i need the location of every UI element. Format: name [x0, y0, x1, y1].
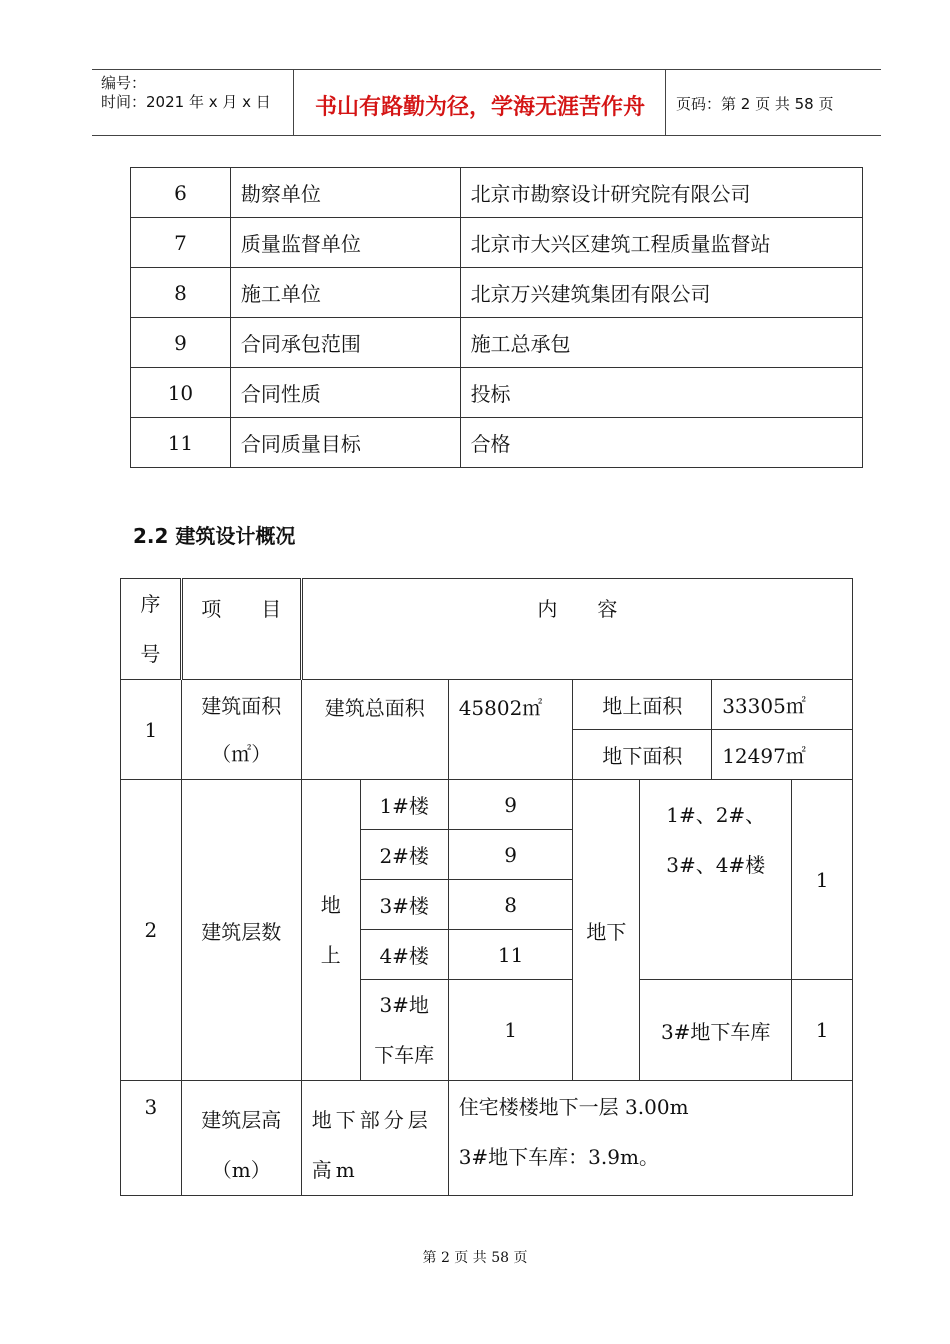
- row-no: 9: [131, 318, 231, 368]
- row1-below-label: 地下面积: [573, 730, 712, 780]
- building-floors: 8: [448, 880, 573, 930]
- row-no: 8: [131, 268, 231, 318]
- building-floors: 1: [448, 980, 573, 1081]
- row-content: 合格: [460, 418, 862, 468]
- head-no: 序号: [121, 579, 182, 680]
- row1-below-value: 12497㎡: [712, 730, 853, 780]
- row-item: 勘察单位: [230, 168, 460, 218]
- row2-below-group: 1#、2#、3#、4#楼: [640, 780, 792, 980]
- building-name: 4#楼: [360, 930, 448, 980]
- row3-no: 3: [121, 1081, 182, 1196]
- row1-total-label: 建筑总面积: [301, 680, 448, 780]
- table-row: [131, 318, 863, 368]
- row1-above-value: 33305㎡: [712, 680, 853, 730]
- row-content: 北京万兴建筑集团有限公司: [460, 268, 862, 318]
- row3-line2: 3#地下车库：3.9m。: [458, 1145, 659, 1169]
- row1-item: 建筑面积（㎡）: [181, 680, 301, 780]
- row3-label: 地下部分层高m: [301, 1081, 448, 1196]
- building-floors: 9: [448, 780, 573, 830]
- row1-above-label: 地上面积: [573, 680, 712, 730]
- row1-total-value: 45802㎡: [448, 680, 573, 780]
- header-divider-2: [665, 69, 666, 136]
- row3-item: 建筑层高（m）: [181, 1081, 301, 1196]
- table-row: [131, 268, 863, 318]
- building-floors: 9: [448, 830, 573, 880]
- row-content: 北京市大兴区建筑工程质量监督站: [460, 218, 862, 268]
- header-divider-1: [293, 69, 294, 136]
- row-item: 合同性质: [230, 368, 460, 418]
- row-no: 6: [131, 168, 231, 218]
- table-row: [131, 168, 863, 218]
- row2-garage: 3#地下车库: [640, 980, 792, 1081]
- page-label: 页码：第 2 页 共 58 页: [676, 95, 834, 113]
- row-item: 合同承包范围: [230, 318, 460, 368]
- header-top-rule: [92, 69, 881, 70]
- motto: 书山有路勤为径，学海无涯苦作舟: [314, 95, 645, 120]
- building-design-table: [120, 578, 853, 1196]
- row-no: 11: [131, 418, 231, 468]
- row-item: 质量监督单位: [230, 218, 460, 268]
- building-name: 3#楼: [360, 880, 448, 930]
- row2-item: 建筑层数: [181, 780, 301, 1081]
- row2-above-label: 地上: [301, 780, 360, 1081]
- row2-no: 2: [121, 780, 182, 1081]
- row3-content: [448, 1081, 852, 1196]
- head-content: 内 容: [301, 579, 852, 680]
- row3-line1: 住宅楼楼地下一层 3.00m: [458, 1095, 689, 1119]
- serial-label: 编号：: [101, 74, 147, 92]
- row2-garage-floors: 1: [792, 980, 853, 1081]
- row-no: 7: [131, 218, 231, 268]
- table-row: [131, 218, 863, 268]
- building-name: 3#地下车库: [360, 980, 448, 1081]
- row-content: 北京市勘察设计研究院有限公司: [460, 168, 862, 218]
- row-item: 施工单位: [230, 268, 460, 318]
- table-row: [131, 418, 863, 468]
- building-name: 1#楼: [360, 780, 448, 830]
- building-floors: 11: [448, 930, 573, 980]
- header-bottom-rule: [92, 135, 881, 136]
- row2-below-label: 地下: [573, 780, 640, 1081]
- row2-below-group-floors: 1: [792, 780, 853, 980]
- time-label: 时间：2021 年 x 月 x 日: [101, 93, 271, 111]
- row-no: 10: [131, 368, 231, 418]
- row-item: 合同质量目标: [230, 418, 460, 468]
- head-item: 项 目: [181, 579, 301, 680]
- building-name: 2#楼: [360, 830, 448, 880]
- project-info-table: [130, 167, 863, 468]
- row-content: 投标: [460, 368, 862, 418]
- page-footer: 第 2 页 共 58 页: [422, 1250, 528, 1266]
- row-content: 施工总承包: [460, 318, 862, 368]
- row1-no: 1: [121, 680, 182, 780]
- table-row: [131, 368, 863, 418]
- section-title: 2.2 建筑设计概况: [133, 524, 296, 548]
